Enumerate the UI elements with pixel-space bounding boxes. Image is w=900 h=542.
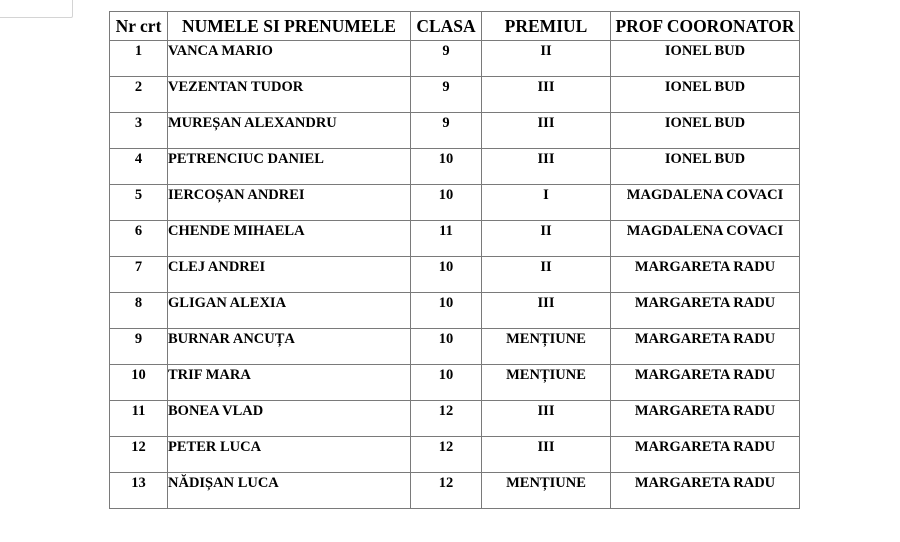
student-name-cell: PETRENCIUC DANIEL [168, 149, 411, 185]
table-row [110, 473, 800, 509]
student-name-cell: VANCA MARIO [168, 41, 411, 77]
student-class-cell: 10 [411, 257, 482, 293]
student-name-cell: VEZENTAN TUDOR [168, 77, 411, 113]
corner-frame [0, 0, 73, 18]
prize-cell: MENȚIUNE [482, 365, 611, 401]
row-number-cell: 12 [110, 437, 168, 473]
table-row [110, 401, 800, 437]
table-row [110, 185, 800, 221]
table-row [110, 149, 800, 185]
row-number-cell: 6 [110, 221, 168, 257]
row-number-cell: 13 [110, 473, 168, 509]
prize-cell: III [482, 401, 611, 437]
coordinator-cell: MARGARETA RADU [611, 257, 800, 293]
row-number-cell: 7 [110, 257, 168, 293]
prize-cell: I [482, 185, 611, 221]
student-name-cell: CLEJ ANDREI [168, 257, 411, 293]
table-row [110, 113, 800, 149]
table-row [110, 293, 800, 329]
student-class-cell: 10 [411, 149, 482, 185]
row-number-cell: 9 [110, 329, 168, 365]
table-row [110, 329, 800, 365]
student-class-cell: 12 [411, 473, 482, 509]
prize-cell: III [482, 293, 611, 329]
table-row [110, 41, 800, 77]
coordinator-cell: MARGARETA RADU [611, 293, 800, 329]
header-nr-crt: Nr crt [110, 12, 168, 41]
student-class-cell: 9 [411, 41, 482, 77]
prize-cell: MENȚIUNE [482, 329, 611, 365]
student-name-cell: TRIF MARA [168, 365, 411, 401]
prize-cell: II [482, 257, 611, 293]
coordinator-cell: MAGDALENA COVACI [611, 185, 800, 221]
header-name: NUMELE SI PRENUMELE [168, 12, 411, 41]
student-name-cell: IERCOȘAN ANDREI [168, 185, 411, 221]
header-prize: PREMIUL [482, 12, 611, 41]
row-number-cell: 4 [110, 149, 168, 185]
student-name-cell: NĂDIȘAN LUCA [168, 473, 411, 509]
student-class-cell: 12 [411, 401, 482, 437]
coordinator-cell: IONEL BUD [611, 77, 800, 113]
table-row [110, 437, 800, 473]
student-class-cell: 10 [411, 329, 482, 365]
student-name-cell: BONEA VLAD [168, 401, 411, 437]
coordinator-cell: IONEL BUD [611, 41, 800, 77]
prize-cell: III [482, 437, 611, 473]
student-class-cell: 9 [411, 77, 482, 113]
coordinator-cell: MARGARETA RADU [611, 437, 800, 473]
prize-cell: MENȚIUNE [482, 473, 611, 509]
prize-cell: III [482, 113, 611, 149]
coordinator-cell: IONEL BUD [611, 113, 800, 149]
prize-cell: II [482, 41, 611, 77]
table-row [110, 257, 800, 293]
header-coordinator: PROF COORONATOR [611, 12, 800, 41]
student-class-cell: 11 [411, 221, 482, 257]
coordinator-cell: MAGDALENA COVACI [611, 221, 800, 257]
row-number-cell: 2 [110, 77, 168, 113]
table-row [110, 77, 800, 113]
student-name-cell: CHENDE MIHAELA [168, 221, 411, 257]
student-class-cell: 12 [411, 437, 482, 473]
student-name-cell: PETER LUCA [168, 437, 411, 473]
coordinator-cell: MARGARETA RADU [611, 329, 800, 365]
header-row [110, 12, 800, 41]
student-name-cell: MUREȘAN ALEXANDRU [168, 113, 411, 149]
row-number-cell: 8 [110, 293, 168, 329]
row-number-cell: 11 [110, 401, 168, 437]
row-number-cell: 5 [110, 185, 168, 221]
row-number-cell: 3 [110, 113, 168, 149]
coordinator-cell: MARGARETA RADU [611, 401, 800, 437]
prize-cell: III [482, 149, 611, 185]
student-class-cell: 10 [411, 293, 482, 329]
student-name-cell: BURNAR ANCUȚA [168, 329, 411, 365]
student-name-cell: GLIGAN ALEXIA [168, 293, 411, 329]
prize-cell: II [482, 221, 611, 257]
prize-cell: III [482, 77, 611, 113]
coordinator-cell: MARGARETA RADU [611, 473, 800, 509]
coordinator-cell: MARGARETA RADU [611, 365, 800, 401]
row-number-cell: 1 [110, 41, 168, 77]
results-table [109, 11, 800, 509]
table-row [110, 221, 800, 257]
coordinator-cell: IONEL BUD [611, 149, 800, 185]
table-row [110, 365, 800, 401]
header-class: CLASA [411, 12, 482, 41]
row-number-cell: 10 [110, 365, 168, 401]
student-class-cell: 10 [411, 365, 482, 401]
table-body [110, 41, 800, 509]
student-class-cell: 9 [411, 113, 482, 149]
student-class-cell: 10 [411, 185, 482, 221]
